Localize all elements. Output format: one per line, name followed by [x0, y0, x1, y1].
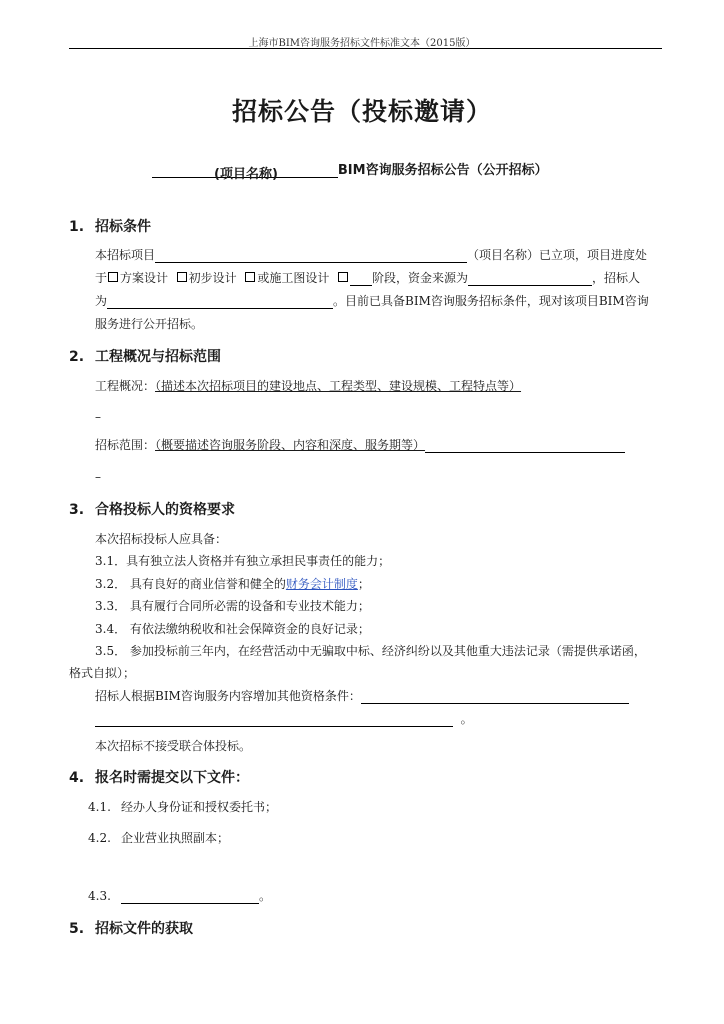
s1-line-3 [95, 293, 649, 309]
stage-blank [350, 272, 372, 286]
section-number: 4. [69, 770, 85, 786]
checkbox-preliminary-design[interactable] [177, 272, 187, 282]
s1-text: 阶段，资金来源为 [371, 271, 468, 285]
dash-line: – [95, 470, 101, 484]
extra-blank [361, 690, 629, 704]
checkbox-other-stage[interactable] [338, 272, 348, 282]
subtitle [152, 159, 548, 182]
option-label: 初步设计 [188, 271, 237, 285]
qualification-item: 3.3． 具有履行合同所必需的设备和专业技术能力； [95, 599, 370, 613]
option-label: 方案设计 [120, 271, 169, 285]
tender-scope [95, 437, 625, 453]
section-title: 工程概况与招标范围 [95, 349, 221, 365]
extra-qualification-cont [95, 711, 473, 727]
qualification-item [95, 576, 370, 592]
required-doc-1 [88, 799, 277, 815]
required-doc-2 [88, 830, 229, 846]
section-number: 1. [69, 219, 85, 235]
financial-system-link[interactable]: 财务会计制度 [285, 577, 358, 591]
section-4-heading [69, 767, 249, 787]
dash-line: – [95, 410, 101, 424]
s1-line-1 [95, 247, 647, 263]
extra-label: 招标人根据BIM咨询服务内容增加其他资格条件： [95, 689, 361, 703]
section-number: 5. [69, 921, 85, 937]
tenderer-blank [107, 295, 333, 309]
period: 。 [460, 712, 473, 726]
item-number: 4.1. [88, 800, 111, 814]
item-number: 4.2. [88, 831, 111, 845]
section-5-heading [69, 918, 193, 938]
scope-placeholder: （概要描述咨询服务阶段、内容和深度、服务期等） [155, 438, 426, 452]
required-doc-3 [88, 888, 271, 904]
project-overview [95, 378, 521, 394]
s1-text: 。目前已具备BIM咨询服务招标条件，现对该项目BIM咨询 [333, 294, 649, 308]
checkbox-scheme-design[interactable] [108, 272, 118, 282]
fund-source-blank [468, 272, 592, 286]
subtitle-project-name: (项目名称) [214, 163, 278, 178]
s1-text: 为 [95, 294, 108, 308]
qualification-text: ； [357, 577, 370, 591]
item-number: 4.3. [88, 889, 111, 903]
s1-line-2 [95, 270, 640, 286]
qualification-item: 3.4． 有依法缴纳税收和社会保障资金的良好记录； [95, 622, 370, 636]
page-title: 招标公告（投标邀请） [231, 97, 492, 126]
item-text: 经办人身份证和授权委托书； [121, 800, 278, 814]
checkbox-construction-design[interactable] [245, 272, 255, 282]
section-1-heading [69, 216, 151, 236]
field-label: 招标范围： [95, 438, 156, 452]
section-title: 合格投标人的资格要求 [95, 502, 235, 518]
section-title: 招标条件 [95, 219, 151, 235]
subtitle-blank-left [152, 163, 214, 178]
s1-text: 于 [95, 271, 108, 285]
qualification-text: 3.2． 具有良好的商业信誉和健全的 [95, 577, 286, 591]
section-2-heading [69, 346, 221, 366]
scope-blank [425, 439, 625, 453]
period: 。 [259, 889, 272, 903]
extra-qualification [95, 688, 629, 704]
section-title: 报名时需提交以下文件： [95, 770, 249, 786]
s1-text: ，招标人 [592, 271, 641, 285]
section-3-heading [69, 499, 235, 519]
consortium-note: 本次招标不接受联合体投标。 [95, 739, 252, 753]
qualification-item: 3.5． 参加投标前三年内，在经营活动中无骗取中标、经济纠纷以及其他重大违法记录（需提供承诺函， [95, 644, 646, 658]
section-title: 招标文件的获取 [95, 921, 193, 937]
qualification-item-cont: 格式自拟）； [69, 666, 136, 680]
s1-line-4: 服务进行公开招标。 [95, 317, 204, 331]
qualification-item: 3.1．具有独立法人资格并有独立承担民事责任的能力； [95, 554, 391, 568]
subtitle-blank-right [278, 163, 338, 178]
subtitle-text: BIM咨询服务招标公告（公开招标） [337, 163, 548, 178]
s1-text: 本招标项目 [95, 248, 156, 262]
section-number: 3. [69, 502, 85, 518]
section-number: 2. [69, 349, 85, 365]
overview-placeholder: （描述本次招标项目的建设地点、工程类型、建设规模、工程特点等） [155, 379, 522, 393]
field-label: 工程概况： [95, 379, 156, 393]
extra-blank-2 [95, 713, 453, 727]
qualification-intro: 本次招标投标人应具备： [95, 532, 228, 546]
item-text: 企业营业执照副本； [121, 831, 230, 845]
running-header: 上海市BIM咨询服务招标文件标准文本（2015版） [248, 38, 476, 49]
header-rule [69, 48, 662, 49]
project-name-blank [155, 249, 467, 263]
doc-blank [121, 890, 259, 904]
option-label: 或施工图设计 [257, 271, 330, 285]
s1-text: （项目名称）已立项，项目进度处 [467, 248, 648, 262]
